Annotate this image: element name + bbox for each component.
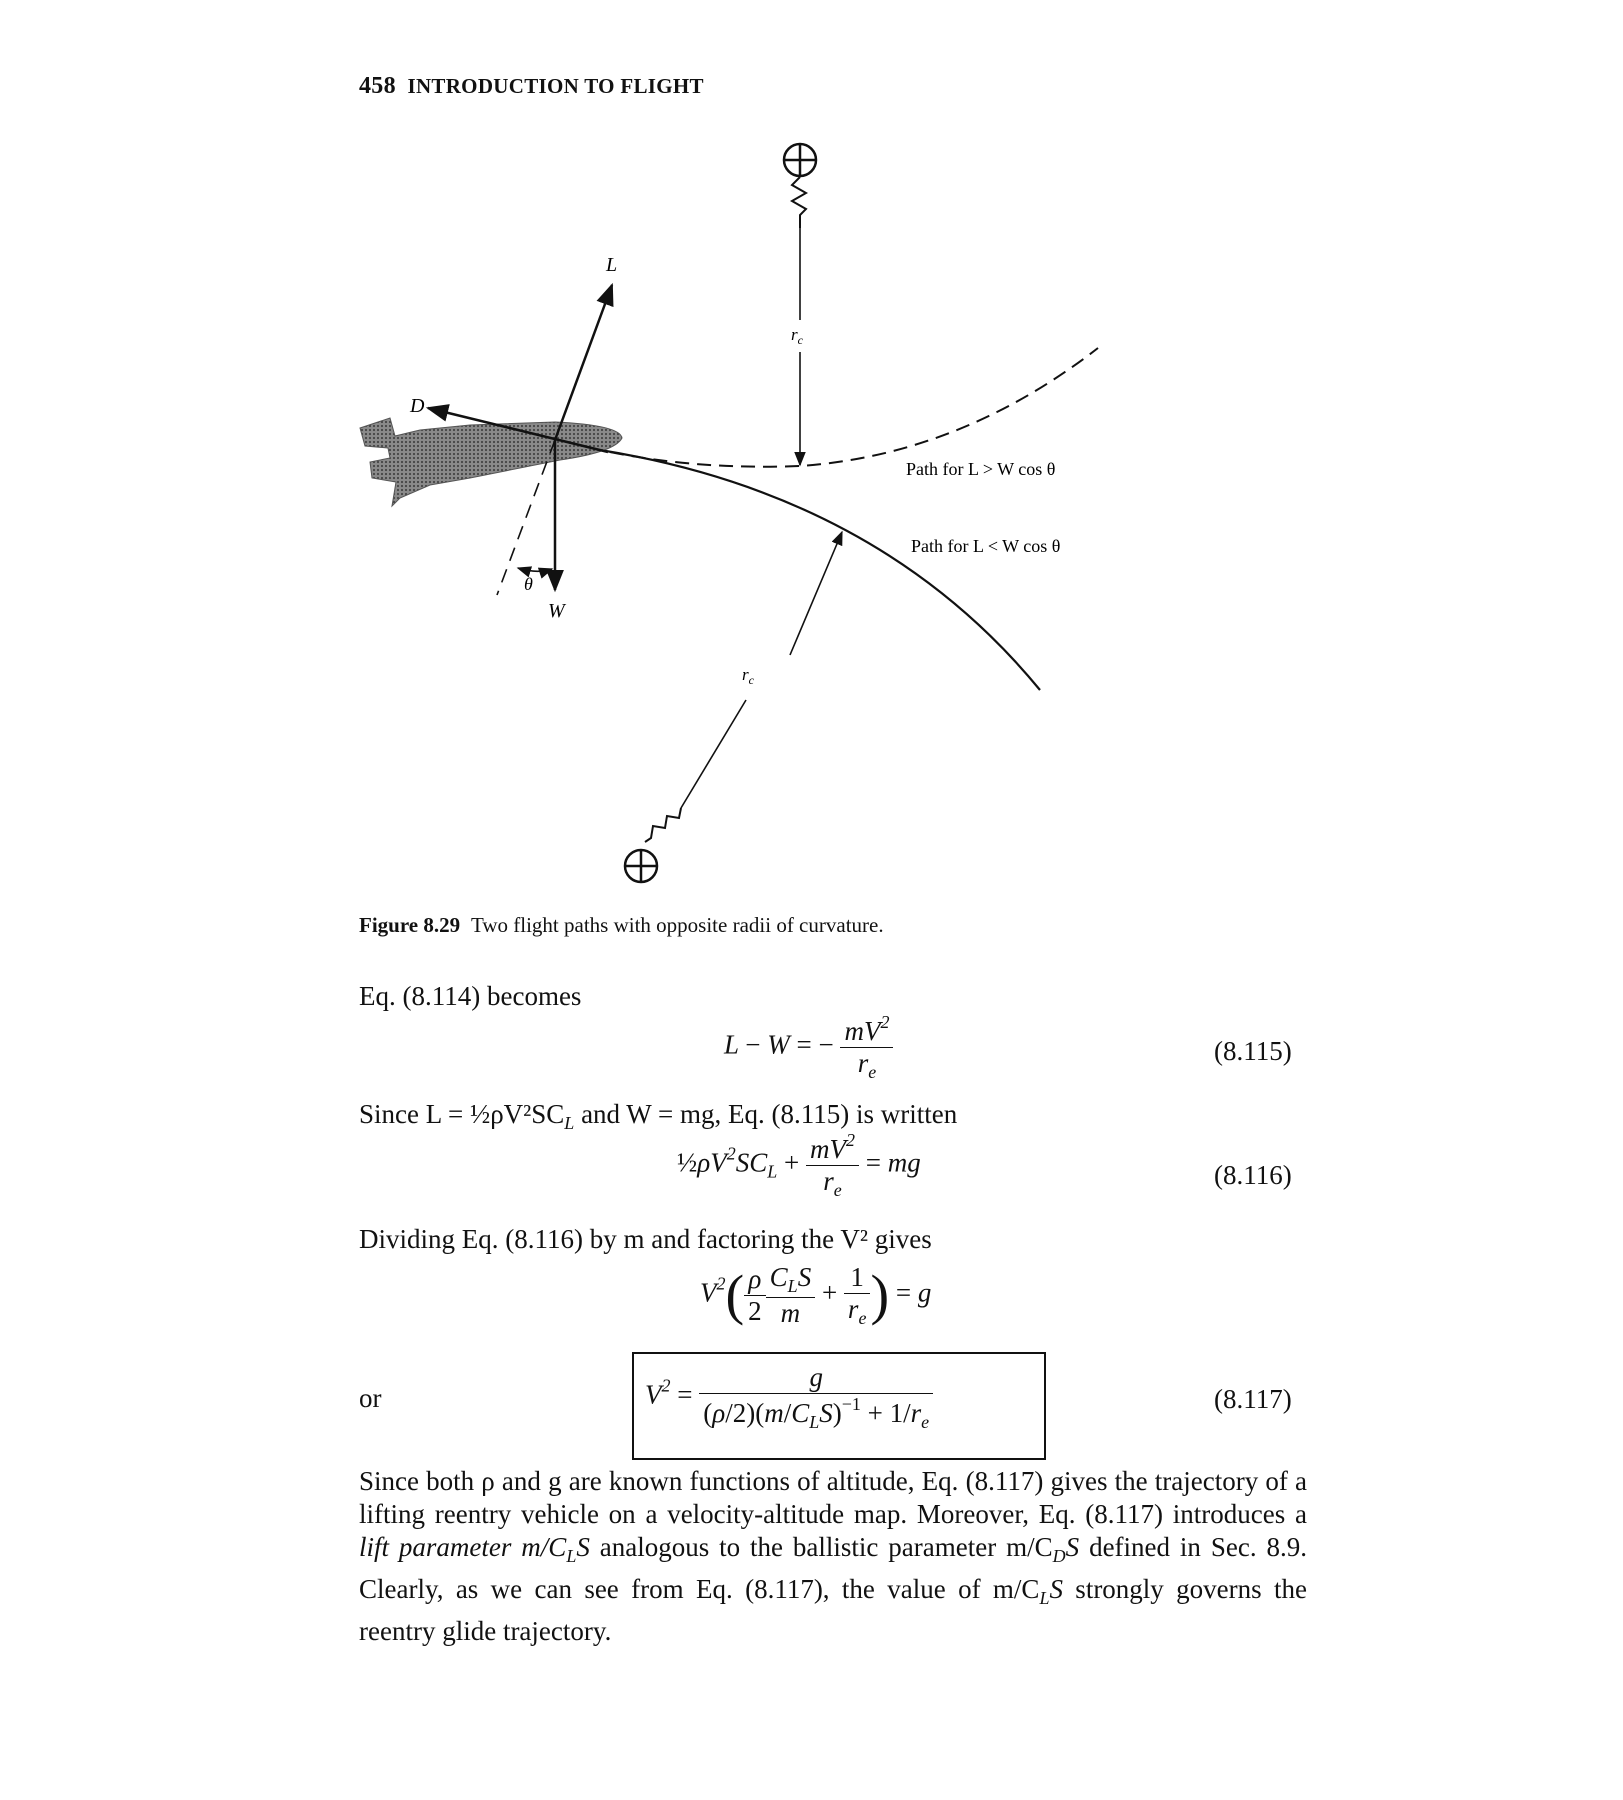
figure-caption [359, 913, 884, 938]
equation-number-8-115: (8.115) [1214, 1036, 1292, 1066]
earth-symbol-top-icon [784, 144, 816, 176]
since-line: Since $L = \frac{1}{2}\rho V^2SC_L$ and W = mg, Eq. (8.115) is written [359, 1099, 958, 1133]
path-upper-dashed [610, 348, 1098, 467]
equation-number-8-117: (8.117) [1214, 1384, 1292, 1414]
figure-caption-text: Two flight paths with opposite radii of curvature. [470, 913, 884, 937]
lift-vector [555, 285, 612, 440]
theta-arc [518, 568, 552, 571]
equation-8-116: $\frac{1}{2}\rho V^2SC_L$ + $\frac{mV^2}{r_e}$ = mg [677, 1130, 921, 1200]
paragraph-part-3: defined in Sec. 8.9. Clearly, as we can see from Eq. (8.117), the value of m/C [359, 1532, 1307, 1604]
page-number: 458 [359, 73, 396, 99]
earth-symbol-bottom-icon [625, 850, 657, 882]
path-lower-label: Path for L < W cos θ [911, 536, 1061, 556]
or-word: or [359, 1383, 382, 1413]
drag-label: D [410, 395, 425, 417]
lift-parameter-term: lift parameter m/C [359, 1532, 567, 1562]
figure-number: Figure 8.29 [359, 913, 461, 937]
theta-label: θ [524, 574, 533, 594]
radius-line-lower [681, 700, 746, 808]
closing-paragraph: Since both ρ and g are known functions of altitude, Eq. (8.117) gives the trajectory of a lifting reentry vehicle on a velocity-altitude map. Moreover, Eq. (8.117) introduces a lift parameter $m/C_LS$ analogous to the ballistic parameter $m/C_DS$ defined in Sec. 8.9. Clearly, as we can see from Eq. (8.117), the value of $m/C_LS$ strongly governs the reentry glide trajectory. [359, 1466, 1307, 1646]
equation-8-117: $V^2$ = $\frac{g}{(\rho/2)(m/C_LS)^{-1} + 1/r_e}$ [645, 1362, 933, 1433]
radius-squiggle-top [792, 177, 806, 228]
radius-label-top: $r_c$ [791, 325, 803, 347]
intro-line: Eq. (8.114) becomes [359, 981, 582, 1011]
equation-8-115: L − W = − $\frac{mV^2}{r_e}$ [724, 1012, 893, 1083]
factored-equation: $V^2$( $\frac{\rho}{2}$ $\frac{C_LS}{m}$ + $\frac{1}{r_e}$ ) = g [700, 1262, 932, 1328]
equation-number-8-116: (8.116) [1214, 1160, 1292, 1190]
paragraph-part-1: Since both ρ and g are known functions of altitude, Eq. (8.117) gives the trajectory of a lifting reentry vehicle on a velocity-altitude map. Moreover, Eq. (8.117) introduces a [359, 1466, 1307, 1529]
lift-label: L [606, 254, 618, 276]
path-upper-label: Path for L > W cos θ [906, 459, 1056, 479]
paragraph-part-4: strongly governs the reentry glide trajectory. [359, 1574, 1307, 1646]
radius-arrow-lower [790, 532, 842, 655]
since-line-end: and W = mg, Eq. (8.115) is written [574, 1099, 958, 1129]
space-shuttle-icon [360, 418, 622, 506]
radius-squiggle-lower [645, 808, 681, 842]
path-lower-solid [600, 450, 1040, 690]
paragraph-part-2: analogous to the ballistic parameter m/C [589, 1532, 1053, 1562]
dividing-line: Dividing Eq. (8.116) by m and factoring the V² gives [359, 1224, 932, 1254]
book-title: INTRODUCTION TO FLIGHT [407, 74, 704, 98]
radius-label-lower: $r_c$ [742, 665, 754, 687]
since-line-start: Since L = ½ρV²SC [359, 1099, 565, 1129]
weight-label: W [548, 600, 565, 622]
